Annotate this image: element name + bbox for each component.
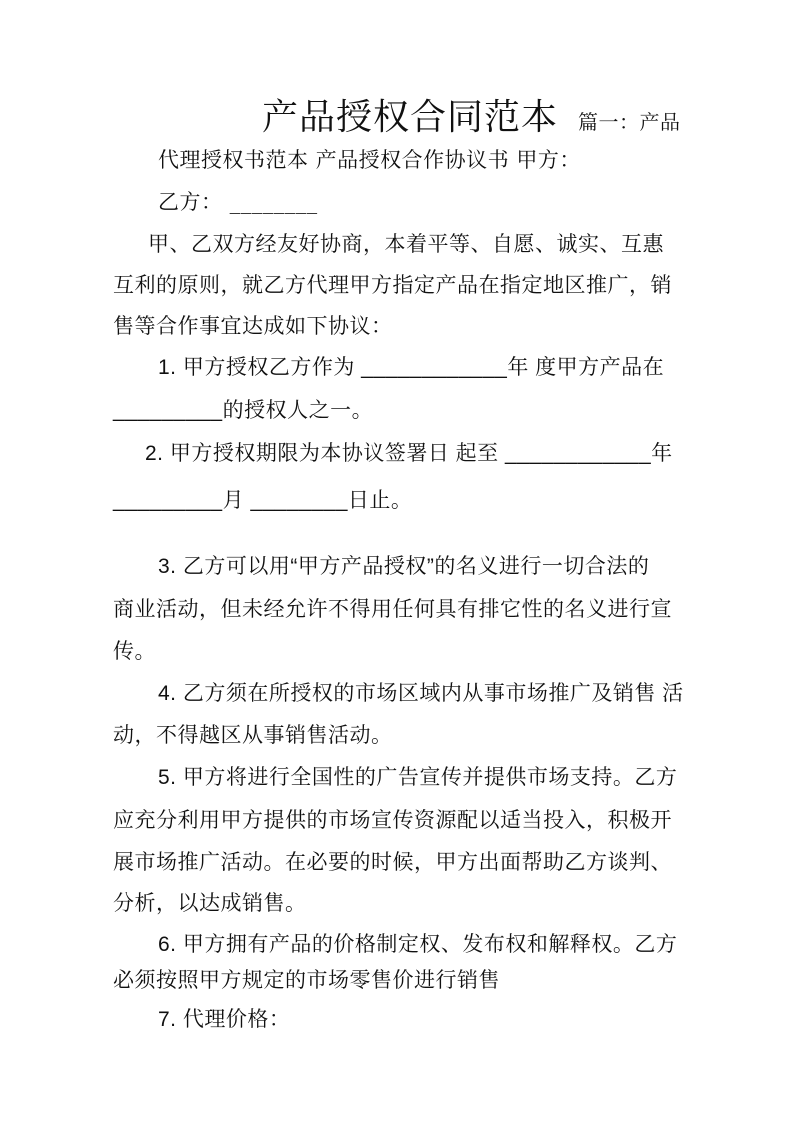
clause-5-line: 展市场推广活动。在必要的时候，甲方出面帮助乙方谈判、 bbox=[113, 850, 672, 874]
clause-2-line: _________月 ________日止。 bbox=[113, 489, 413, 512]
clause-4-line: 动，不得越区从事销售活动。 bbox=[113, 723, 393, 747]
body-line: 售等合作事宜达成如下协议： bbox=[113, 314, 393, 338]
clause-1-line: _________的授权人之一。 bbox=[113, 399, 374, 422]
clause-3-line: 商业活动，但未经允许不得用任何具有排它性的名义进行宣 bbox=[113, 597, 672, 621]
clause-5-line: 分析，以达成销售。 bbox=[113, 891, 307, 915]
clause-3-line: 3. 乙方可以用“甲方产品授权”的名义进行一切合法的 bbox=[158, 555, 650, 578]
body-line: 互利的原则，就乙方代理甲方指定产品在指定地区推广，销 bbox=[113, 273, 672, 297]
clause-5-line: 应充分利用甲方提供的市场宣传资源配以适当投入，积极开 bbox=[113, 808, 672, 832]
clause-6-line: 必须按照甲方规定的市场零售价进行销售 bbox=[113, 968, 500, 992]
clause-6-line: 6. 甲方拥有产品的价格制定权、发布权和解释权。乙方 bbox=[158, 933, 678, 956]
clause-2-line: 2. 甲方授权期限为本协议签署日 起至 ____________年 bbox=[145, 442, 673, 465]
body-line: 代理授权书范本 产品授权合作协议书 甲方： bbox=[158, 148, 581, 172]
document-subtitle: 篇一：产品 bbox=[578, 110, 681, 134]
clause-3-line: 传。 bbox=[113, 639, 156, 663]
clause-7-line: 7. 代理价格： bbox=[158, 1008, 291, 1031]
clause-5-line: 5. 甲方将进行全国性的广告宣传并提供市场支持。乙方 bbox=[158, 766, 678, 789]
clause-1-line: 1. 甲方授权乙方作为 ____________年 度甲方产品在 bbox=[158, 356, 665, 379]
document-title: 产品授权合同范本 bbox=[262, 97, 559, 138]
body-line: 乙方： ________ bbox=[158, 190, 318, 214]
body-line: 甲、乙双方经友好协商，本着平等、自愿、诚实、互惠 bbox=[148, 232, 664, 256]
clause-4-line: 4. 乙方须在所授权的市场区域内从事市场推广及销售 活 bbox=[158, 682, 684, 705]
